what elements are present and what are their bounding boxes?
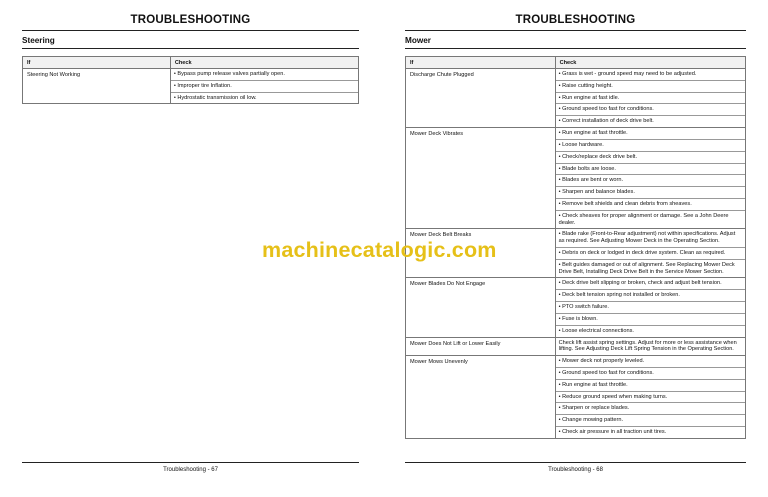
check-item: • PTO switch failure. [556,302,745,314]
check-item: • Run engine at fast idle. [556,93,745,105]
check-item: • Raise cutting height. [556,81,745,93]
page-number: Troubleshooting - 68 [548,467,603,473]
check-item: • Fuse is blown. [556,314,745,326]
check-item: • Change mowing pattern. [556,415,745,427]
check-item: • Loose hardware. [556,140,745,152]
check-item: • Improper tire Inflation. [171,81,358,93]
if-cell: Discharge Chute Plugged [406,69,556,128]
table-row [406,278,746,337]
if-column-header: If [23,57,171,69]
check-item: • Debris on deck or lodged in deck drive system. Clean as required. [556,248,745,260]
footer-rule [22,462,359,463]
check-item: • Correct installation of deck drive belt. [558,118,654,125]
table-row [406,128,746,229]
page-title: TROUBLESHOOTING [130,14,251,26]
table-row [23,69,359,104]
check-item: • Check air pressure in all traction unit tires. [558,429,667,435]
table-row [406,356,746,439]
check-cell [170,69,358,104]
check-cell [555,128,745,229]
if-cell: Mower Does Not Lift or Lower Easily [406,337,556,356]
page-title: TROUBLESHOOTING [515,14,636,26]
check-item: • Ground speed too fast for conditions. [556,368,745,380]
check-item: • Belt guides damaged or out of alignment. See Replacing Mower Deck Drive Belt, Installing Deck Drive Belt in the Service Mower Section. [558,261,735,275]
title-rule [405,30,746,31]
check-cell [555,337,745,356]
check-column-header: Check [170,57,358,69]
check-item: • Run engine at fast throttle. [556,380,745,392]
check-cell [555,229,745,278]
check-item: • Reduce ground speed when making turns. [556,392,745,404]
if-cell: Mower Deck Belt Breaks [406,229,556,278]
check-item: Check lift assist spring settings. Adjust for more or less assistance when lifting. See Adjusting Deck Lift Spring Tension in the Operating Section. [558,339,737,353]
table-row [406,337,746,356]
check-item: • Mower deck not properly leveled. [556,356,745,368]
if-cell: Steering Not Working [23,69,171,104]
footer-rule [405,462,746,463]
check-item: • Check sheaves for proper alignment or damage. See a John Deere dealer. [558,212,729,226]
section-rule [405,48,746,49]
section-title: Steering [22,36,55,45]
check-item: • Sharpen or replace blades. [556,403,745,415]
check-item: • Ground speed too fast for conditions. [556,104,745,116]
section-rule [22,48,359,49]
check-item: • Sharpen and balance blades. [556,187,745,199]
table-header-row [23,57,359,69]
check-item: • Blade rake (Front-to-Rear adjustment) not within specifications. Adjust as required. See Adjusting Mower Deck in the Operating Section. [556,229,745,248]
table-row [406,69,746,128]
check-column-header: Check [555,57,745,69]
watermark: machinecatalogic.com [262,238,497,262]
check-cell [555,356,745,439]
check-item: • Blade bolts are loose. [556,164,745,176]
page-number: Troubleshooting - 67 [163,467,218,473]
check-item: • Grass is wet - ground speed may need to be adjusted. [556,69,745,81]
title-rule [22,30,359,31]
table-header-row [406,57,746,69]
if-column-header: If [406,57,556,69]
check-item: • Hydrostatic transmission oil low. [173,94,257,101]
check-item: • Deck drive belt slipping or broken, check and adjust belt tension. [556,278,745,290]
check-item: • Bypass pump release valves partially open. [171,69,358,81]
if-cell: Mower Deck Vibrates [406,128,556,229]
check-item: • Check/replace deck drive belt. [556,152,745,164]
check-cell [555,278,745,337]
check-item: • Remove belt shields and clean debris from sheaves. [556,199,745,211]
if-cell: Mower Mows Unevenly [406,356,556,439]
if-cell: Mower Blades Do Not Engage [406,278,556,337]
check-item: • Blades are bent or worn. [556,175,745,187]
check-item: • Deck belt tension spring not installed or broken. [556,290,745,302]
check-cell [555,69,745,128]
section-title: Mower [405,36,431,45]
troubleshooting-table [22,56,359,104]
check-item: • Run engine at fast throttle. [556,128,745,140]
check-item: • Loose electrical connections. [558,327,634,334]
